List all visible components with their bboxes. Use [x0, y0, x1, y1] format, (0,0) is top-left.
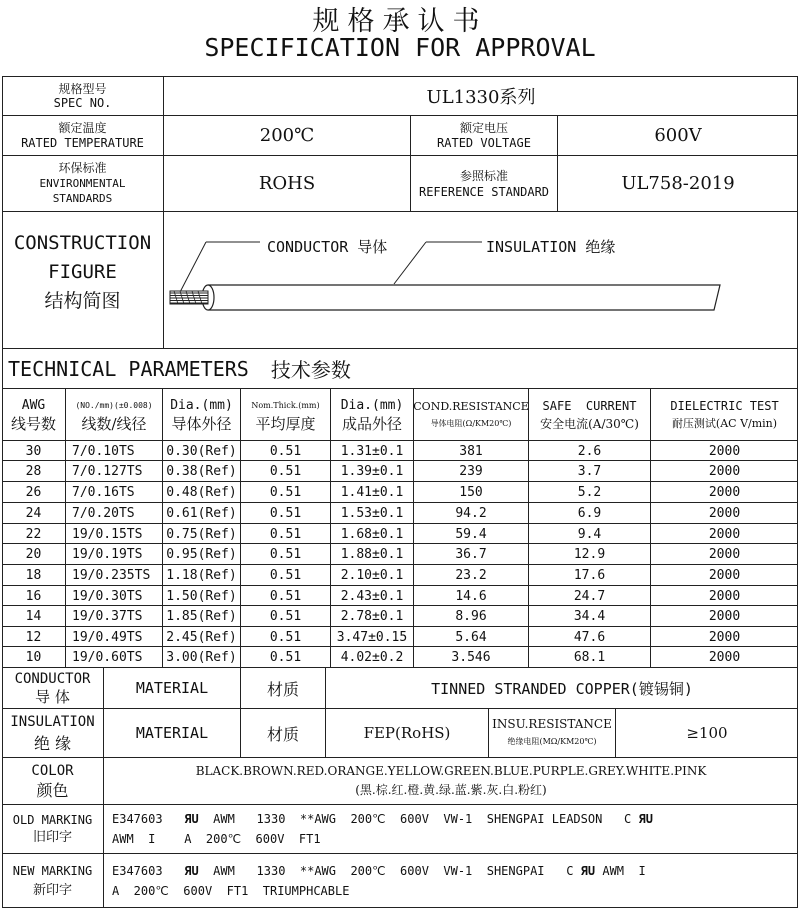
cell-strand: 19/0.19TS [72, 546, 143, 562]
insulation-res-value: ≥100 [686, 724, 728, 742]
tech-title-cn: 技术参数 [270, 358, 351, 382]
cell-dia: 1.18(Ref) [166, 567, 237, 583]
color-line2: (黑.棕.红.橙.黄.绿.蓝.紫.灰.白.粉红) [355, 783, 547, 797]
cell-od: 1.39±0.1 [340, 463, 404, 479]
header-dia: Dia.(mm) 导体外径 [170, 397, 233, 433]
ref-label-cn: 参照标准 [459, 168, 508, 183]
cell-awg: 18 [25, 567, 42, 583]
cell-res: 94.2 [455, 505, 487, 521]
cell-test: 2000 [708, 463, 741, 479]
header-strand: (NO./mm)(±0.008) 线数/线径 [75, 400, 153, 433]
cell-dia: 0.61(Ref) [166, 505, 237, 521]
ref-label-en: REFERENCE STANDARD [418, 184, 550, 199]
title-cn: 规格承认书 [312, 5, 488, 37]
cell-dia: 0.95(Ref) [166, 546, 237, 562]
insulation-jacket [208, 285, 720, 310]
cell-test: 2000 [708, 505, 741, 521]
cell-od: 1.31±0.1 [340, 443, 404, 459]
new-marking-label: NEW MARKING 新印字 [12, 864, 93, 898]
env-label-en1: ENVIRONMENTAL [39, 177, 126, 190]
cell-thick: 0.51 [269, 588, 302, 604]
voltage-label-en: RATED VOLTAGE [437, 135, 531, 150]
cell-thick: 0.51 [269, 567, 302, 583]
cell-res: 59.4 [455, 526, 487, 542]
new-marking-line1: E347603 ЯU AWM 1330 **AWG 200℃ 600V VW-1 SHENGPAI C ЯU AWM I [112, 864, 646, 878]
cell-dia: 2.45(Ref) [166, 629, 237, 645]
cell-strand: 19/0.15TS [72, 526, 143, 542]
cell-awg: 26 [25, 484, 42, 500]
cell-test: 2000 [708, 484, 741, 500]
cell-strand: 7/0.10TS [72, 443, 135, 459]
cell-current: 5.2 [577, 484, 602, 500]
cable-figure [164, 212, 798, 348]
cell-current: 6.9 [577, 505, 602, 521]
spec-no-label-cn: 规格型号 [58, 82, 107, 96]
voltage-value: 600V [654, 125, 702, 146]
cell-thick: 0.51 [269, 608, 302, 624]
old-marking-label: OLD MARKING 旧印字 [12, 813, 93, 845]
conductor-material-en: MATERIAL [135, 679, 209, 697]
cell-od: 1.53±0.1 [340, 505, 404, 521]
color-label: COLOR 颜色 [31, 763, 74, 800]
title-en: SPECIFICATION FOR APPROVAL [204, 32, 596, 62]
cell-strand: 19/0.49TS [72, 629, 143, 645]
old-marking-line2: AWM I A 200℃ 600V FT1 [112, 832, 321, 846]
cell-current: 2.6 [577, 443, 602, 459]
conductor-value: TINNED STRANDED COPPER(镀锡铜) [431, 679, 693, 698]
cell-awg: 10 [25, 649, 42, 665]
cell-od: 2.43±0.1 [340, 588, 404, 604]
cell-thick: 0.51 [269, 649, 302, 665]
temp-label-en: RATED TEMPERATURE [21, 135, 144, 150]
construction-label-en1: CONSTRUCTION [13, 231, 152, 254]
insulation-material-cn: 材质 [266, 724, 299, 744]
cell-dia: 1.50(Ref) [166, 588, 237, 604]
cell-thick: 0.51 [269, 484, 302, 500]
cell-strand: 19/0.37TS [72, 608, 143, 624]
cell-awg: 30 [25, 443, 42, 459]
cell-awg: 22 [25, 526, 42, 542]
temp-label [2, 116, 163, 155]
conductor-callout: CONDUCTOR 导体 [267, 237, 388, 256]
cell-current: 34.4 [573, 608, 606, 624]
cell-test: 2000 [708, 443, 741, 459]
ul-mark-icon: ЯU [184, 812, 199, 826]
header-res: COND.RESISTANCE 导体电阻(Ω/KM20℃) [413, 399, 529, 428]
cell-awg: 14 [25, 608, 42, 624]
cell-thick: 0.51 [269, 463, 302, 479]
old-marking-line1: E347603 ЯU AWM 1330 **AWG 200℃ 600V VW-1 SHENGPAI LEADSON C ЯU [112, 812, 653, 826]
cell-strand: 19/0.60TS [72, 649, 143, 665]
cell-res: 381 [459, 443, 483, 459]
cell-test: 2000 [708, 608, 741, 624]
spec-no-label-en: SPEC NO. [53, 96, 112, 110]
cell-res: 14.6 [455, 588, 487, 604]
cell-od: 1.68±0.1 [340, 526, 404, 542]
ul-mark-icon: ЯU [638, 812, 653, 826]
insulation-res-label: INSU.RESISTANCE 绝缘电阻(MΩ/KM20℃) [492, 717, 612, 746]
env-label-en2: STANDARDS [52, 192, 113, 205]
cell-current: 12.9 [573, 546, 606, 562]
cell-current: 24.7 [573, 588, 606, 604]
cell-od: 1.41±0.1 [340, 484, 404, 500]
cell-strand: 19/0.235TS [72, 567, 151, 583]
cell-strand: 7/0.16TS [72, 484, 135, 500]
tech-title [8, 349, 508, 388]
cell-thick: 0.51 [269, 526, 302, 542]
tech-title-en: TECHNICAL PARAMETERS [8, 356, 249, 381]
temp-value: 200℃ [259, 125, 315, 146]
cell-res: 5.64 [455, 629, 487, 645]
cell-strand: 7/0.127TS [72, 463, 143, 479]
color-value [104, 758, 798, 804]
voltage-label-cn: 额定电压 [459, 120, 508, 135]
header-current: SAFE CURRENT 安全电流(A/30℃) [540, 398, 639, 431]
cell-awg: 28 [25, 463, 42, 479]
cell-res: 23.2 [455, 567, 487, 583]
conductor-strands [170, 291, 208, 304]
cell-od: 4.02±0.2 [340, 649, 404, 665]
cell-dia: 0.75(Ref) [166, 526, 237, 542]
cell-awg: 24 [25, 505, 42, 521]
cell-thick: 0.51 [269, 629, 302, 645]
cell-awg: 16 [25, 588, 42, 604]
cell-test: 2000 [708, 567, 741, 583]
conductor-material-cn: 材质 [266, 679, 299, 699]
cell-strand: 19/0.30TS [72, 588, 143, 604]
cell-current: 9.4 [577, 526, 602, 542]
header-awg: AWG 线号数 [10, 397, 56, 433]
ref-value: UL758-2019 [621, 173, 735, 194]
cell-res: 8.96 [455, 608, 487, 624]
cell-awg: 20 [25, 546, 42, 562]
cell-od: 2.10±0.1 [340, 567, 404, 583]
color-line1: BLACK.BROWN.RED.ORANGE.YELLOW.GREEN.BLUE.PURPLE.GREY.WHITE.PINK [195, 764, 707, 778]
insulation-material-en: MATERIAL [135, 724, 209, 742]
env-label-cn: 环保标准 [58, 161, 107, 175]
cell-test: 2000 [708, 649, 741, 665]
header-test: DIELECTRIC TEST 耐压测试(AC V/min) [670, 398, 779, 430]
cell-current: 68.1 [573, 649, 606, 665]
cell-res: 3.546 [451, 649, 491, 665]
cell-strand: 7/0.20TS [72, 505, 135, 521]
header-od: Dia.(mm) 成品外径 [340, 397, 404, 433]
construction-label-en2: FIGURE [48, 260, 117, 283]
spec-no-value: UL1330系列 [426, 87, 536, 108]
cell-res: 36.7 [455, 546, 487, 562]
cell-current: 17.6 [573, 567, 606, 583]
cell-dia: 0.48(Ref) [166, 484, 237, 500]
cell-od: 1.88±0.1 [340, 546, 404, 562]
insulation-value: FEP(RoHS) [363, 724, 451, 742]
cell-od: 2.78±0.1 [340, 608, 404, 624]
cell-dia: 0.38(Ref) [166, 463, 237, 479]
env-label [2, 156, 163, 211]
ul-mark-icon: ЯU [184, 864, 199, 878]
cell-dia: 1.85(Ref) [166, 608, 237, 624]
cell-res: 150 [459, 484, 483, 500]
cell-thick: 0.51 [269, 443, 302, 459]
cell-thick: 0.51 [269, 505, 302, 521]
insulation-label: INSULATION 绝 缘 [10, 714, 95, 753]
cell-od: 3.47±0.15 [336, 629, 408, 645]
construction-label-cn: 结构简图 [44, 289, 121, 312]
cell-current: 3.7 [577, 463, 602, 479]
voltage-label [411, 116, 557, 155]
cell-current: 47.6 [573, 629, 606, 645]
cell-test: 2000 [708, 526, 741, 542]
cell-test: 2000 [708, 588, 741, 604]
conductor-label: CONDUCTOR 导 体 [14, 671, 91, 706]
ul-mark-icon: ЯU [580, 864, 596, 878]
construction-label [2, 222, 163, 322]
temp-label-cn: 额定温度 [58, 120, 107, 135]
cell-test: 2000 [708, 629, 741, 645]
cell-dia: 3.00(Ref) [166, 649, 237, 665]
cell-test: 2000 [708, 546, 741, 562]
ref-label [411, 156, 557, 211]
spec-no-label [2, 77, 163, 115]
env-value: ROHS [258, 173, 316, 194]
cell-dia: 0.30(Ref) [166, 443, 237, 459]
new-marking-line2: A 200℃ 600V FT1 TRIUMPHCABLE [112, 884, 350, 898]
cell-res: 239 [459, 463, 483, 479]
cell-thick: 0.51 [269, 546, 302, 562]
header-thick: Nom.Thick.(mm) 平均厚度 [251, 400, 320, 433]
cell-awg: 12 [25, 629, 42, 645]
insulation-callout: INSULATION 绝缘 [486, 237, 616, 256]
